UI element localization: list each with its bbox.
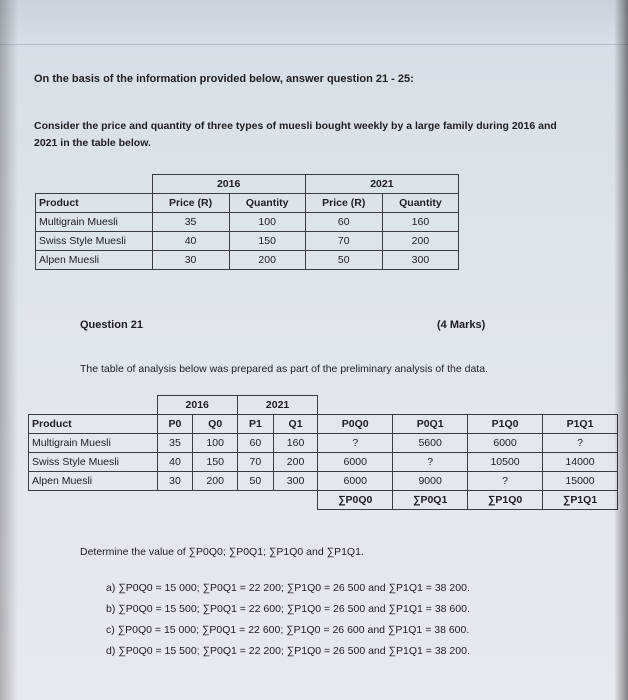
year-2021-header: 2021	[305, 175, 458, 194]
col-header: Q1	[273, 415, 317, 434]
col-header: Price (R)	[152, 194, 229, 213]
table-cell: 6000	[468, 434, 543, 453]
table-cell: ?	[393, 453, 468, 472]
table-row	[36, 213, 459, 232]
analysis-intro: The table of analysis below was prepared as part of the preliminary analysis of the data.	[80, 363, 488, 375]
price-quantity-table	[35, 174, 459, 270]
table-cell: Alpen Muesli	[36, 251, 153, 270]
year-2016-header: 2016	[157, 396, 237, 415]
table-cell: 200	[273, 453, 317, 472]
table-cell: 100	[229, 213, 305, 232]
option-a: a) ∑P0Q0 = 15 000; ∑P0Q1 = 22 200; ∑P1Q0 = 26 500 and ∑P1Q1 = 38 200.	[106, 582, 470, 594]
table-cell: 300	[382, 251, 458, 270]
page-shadow-left	[0, 0, 18, 700]
col-header: P1Q1	[543, 415, 618, 434]
page-shadow-right	[614, 0, 628, 700]
table-cell: 14000	[543, 453, 618, 472]
table-cell: 30	[152, 251, 229, 270]
table-row	[36, 232, 459, 251]
table-row	[29, 472, 618, 491]
table-cell: 6000	[318, 472, 393, 491]
table-cell: ?	[318, 434, 393, 453]
table-header-row	[36, 194, 459, 213]
table-cell: 15000	[543, 472, 618, 491]
consider-line-2: 2021 in the table below.	[34, 137, 151, 149]
table-cell: 200	[229, 251, 305, 270]
table-cell: Swiss Style Muesli	[29, 453, 158, 472]
table-cell: 70	[237, 453, 273, 472]
table-year-row	[29, 396, 618, 415]
option-b: b) ∑P0Q0 = 15 500; ∑P0Q1 = 22 600; ∑P1Q0 = 26 500 and ∑P1Q1 = 38 600.	[106, 603, 470, 615]
sum-label: ∑P0Q1	[393, 491, 468, 510]
col-header: P0Q1	[393, 415, 468, 434]
option-c: c) ∑P0Q0 = 15 000; ∑P0Q1 = 22 600; ∑P1Q0 = 26 600 and ∑P1Q1 = 38 600.	[106, 624, 470, 636]
table-cell: 50	[305, 251, 382, 270]
option-d: d) ∑P0Q0 = 15 500; ∑P0Q1 = 22 200; ∑P1Q0 = 26 500 and ∑P1Q1 = 38 200.	[106, 645, 470, 657]
sum-label: ∑P1Q0	[468, 491, 543, 510]
table-cell: 40	[152, 232, 229, 251]
table-cell: 6000	[318, 453, 393, 472]
table-cell: 30	[157, 472, 193, 491]
col-header: Price (R)	[305, 194, 382, 213]
determine-text: Determine the value of ∑P0Q0; ∑P0Q1; ∑P1Q0 and ∑P1Q1.	[80, 546, 364, 558]
table-cell: 100	[193, 434, 237, 453]
col-header: P1Q0	[468, 415, 543, 434]
table-cell: 35	[152, 213, 229, 232]
table-cell: 60	[305, 213, 382, 232]
table-row	[29, 434, 618, 453]
table-cell: 160	[273, 434, 317, 453]
sum-label: ∑P1Q1	[543, 491, 618, 510]
table-cell: 200	[382, 232, 458, 251]
table-cell: 9000	[393, 472, 468, 491]
table-cell: 150	[229, 232, 305, 251]
sum-label: ∑P0Q0	[318, 491, 393, 510]
col-header: P0Q0	[318, 415, 393, 434]
table-cell: Swiss Style Muesli	[36, 232, 153, 251]
question-label: Question 21	[80, 319, 143, 331]
top-margin	[0, 0, 628, 45]
table-cell: Multigrain Muesli	[36, 213, 153, 232]
table-cell: 300	[273, 472, 317, 491]
col-header: Quantity	[229, 194, 305, 213]
year-2016-header: 2016	[152, 175, 305, 194]
intro-text: On the basis of the information provided below, answer question 21 - 25:	[34, 73, 414, 85]
year-2021-header: 2021	[237, 396, 317, 415]
col-header: Q0	[193, 415, 237, 434]
table-year-row	[36, 175, 459, 194]
col-header: P0	[157, 415, 193, 434]
table-header-row	[29, 415, 618, 434]
col-header: Product	[36, 194, 153, 213]
col-header: Product	[29, 415, 158, 434]
table-cell: 150	[193, 453, 237, 472]
table-cell: 60	[237, 434, 273, 453]
table-cell: ?	[543, 434, 618, 453]
table-cell: 5600	[393, 434, 468, 453]
table-cell: 35	[157, 434, 193, 453]
table-cell: 10500	[468, 453, 543, 472]
table-row	[29, 453, 618, 472]
question-marks: (4 Marks)	[437, 319, 486, 331]
col-header: P1	[237, 415, 273, 434]
table-cell: 160	[382, 213, 458, 232]
table-cell: 70	[305, 232, 382, 251]
table-cell: Alpen Muesli	[29, 472, 158, 491]
consider-line-1: Consider the price and quantity of three types of muesli bought weekly by a large family during 2016 and	[34, 120, 557, 132]
table-cell: 200	[193, 472, 237, 491]
sum-row	[29, 491, 618, 510]
table-cell: Multigrain Muesli	[29, 434, 158, 453]
analysis-table	[28, 395, 618, 510]
table-cell: 50	[237, 472, 273, 491]
table-cell: 40	[157, 453, 193, 472]
col-header: Quantity	[382, 194, 458, 213]
table-cell: ?	[468, 472, 543, 491]
table-row	[36, 251, 459, 270]
